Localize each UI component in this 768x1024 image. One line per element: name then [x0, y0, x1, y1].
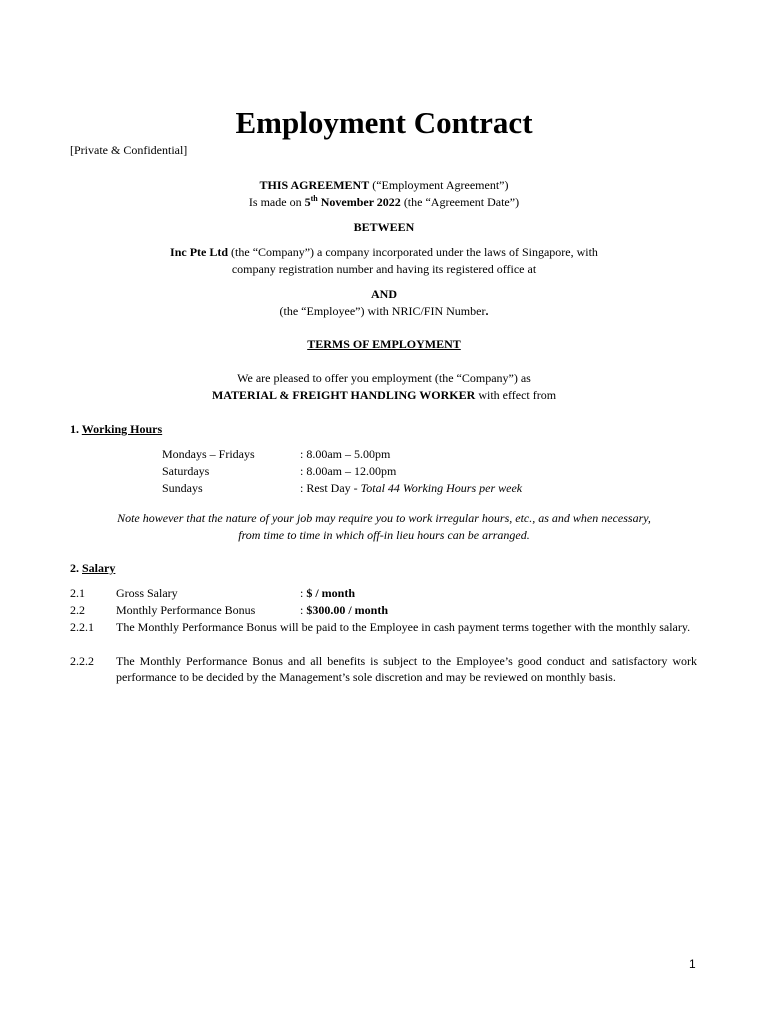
date-month-year: November 2022 [317, 195, 401, 209]
confidential-label: [Private & Confidential] [70, 143, 188, 157]
hours-time-mon-fri: : 8.00am – 5.00pm [300, 447, 391, 461]
date-prefix: Is made on [248, 195, 305, 209]
salary-heading [70, 561, 115, 577]
clause-num: 2.2.2 [70, 654, 94, 668]
hours-time-sun [300, 481, 522, 497]
bonus-item-label: Monthly Performance Bonus [116, 603, 256, 617]
bonus-value: $300.00 / month [306, 603, 389, 617]
position-line [0, 388, 768, 404]
value-colon: : [300, 586, 307, 600]
agreement-subtitle: (“Employment Agreement”) [369, 178, 509, 192]
company-description: (the “Company”) a company incorporated under the laws of Singapore, with [228, 245, 598, 259]
section-number: 2. [70, 561, 82, 575]
gross-salary-value: $ / month [306, 586, 356, 600]
bonus-item-num: 2.2 [70, 603, 85, 617]
company-name: Inc Pte Ltd [170, 245, 229, 259]
page-number: 1 [689, 957, 696, 971]
between-label: BETWEEN [353, 220, 415, 234]
clause-text: The Monthly Performance Bonus and all benefits is subject to the Employee’s good conduct and satisfactory work performance to be decided by the Management’s sole discretion and may be reviewed on monthly basis. [116, 654, 697, 684]
date-suffix: th [310, 194, 318, 203]
employee-dot: . [485, 304, 489, 318]
hours-time-sat: : 8.00am – 12.00pm [300, 464, 397, 478]
agreement-heading: THIS AGREEMENT [259, 178, 370, 192]
salary-item-label: Gross Salary [116, 586, 178, 600]
agreement-date-line [0, 195, 768, 211]
company-line-2: company registration number and having its registered office at [231, 262, 537, 276]
clause-text: The Monthly Performance Bonus will be paid to the Employee in cash payment terms together with the monthly salary. [116, 620, 691, 634]
hours-note-line-1: Note however that the nature of your job may require you to work irregular hours, etc., as and when necessary, [117, 511, 651, 525]
agreement-line [0, 178, 768, 194]
and-label: AND [371, 287, 397, 301]
salary-item-num: 2.1 [70, 586, 85, 600]
value-colon: : [300, 603, 307, 617]
employee-line [0, 304, 768, 320]
effect-text: with effect from [475, 388, 557, 402]
offer-line: We are pleased to offer you employment (the “Company”) as [237, 371, 531, 385]
position-title: MATERIAL & FREIGHT HANDLING WORKER [211, 388, 476, 402]
salary-item-value [300, 586, 355, 602]
terms-heading: TERMS OF EMPLOYMENT [307, 337, 461, 351]
hours-note-line-2: from time to time in which off-in lieu hours can be arranged. [238, 528, 530, 542]
hours-day-mon-fri: Mondays – Fridays [162, 447, 255, 461]
document-title: Employment Contract [235, 105, 533, 140]
hours-day-sun: Sundays [162, 481, 203, 495]
hours-day-sat: Saturdays [162, 464, 210, 478]
working-hours-heading [70, 422, 162, 438]
date-day: 5 [304, 195, 311, 209]
bonus-item-value [300, 603, 388, 619]
employee-text: (the “Employee”) with NRIC/FIN Number [279, 304, 486, 318]
total-hours-note: Total 44 Working Hours per week [360, 481, 523, 495]
clause-num: 2.2.1 [70, 620, 94, 634]
sunday-rest: : Rest Day - [300, 481, 361, 495]
company-line [0, 245, 768, 261]
section-title: Working Hours [81, 422, 163, 436]
section-title: Salary [82, 561, 116, 575]
section-number: 1. [70, 422, 82, 436]
date-postfix: (the “Agreement Date”) [400, 195, 520, 209]
